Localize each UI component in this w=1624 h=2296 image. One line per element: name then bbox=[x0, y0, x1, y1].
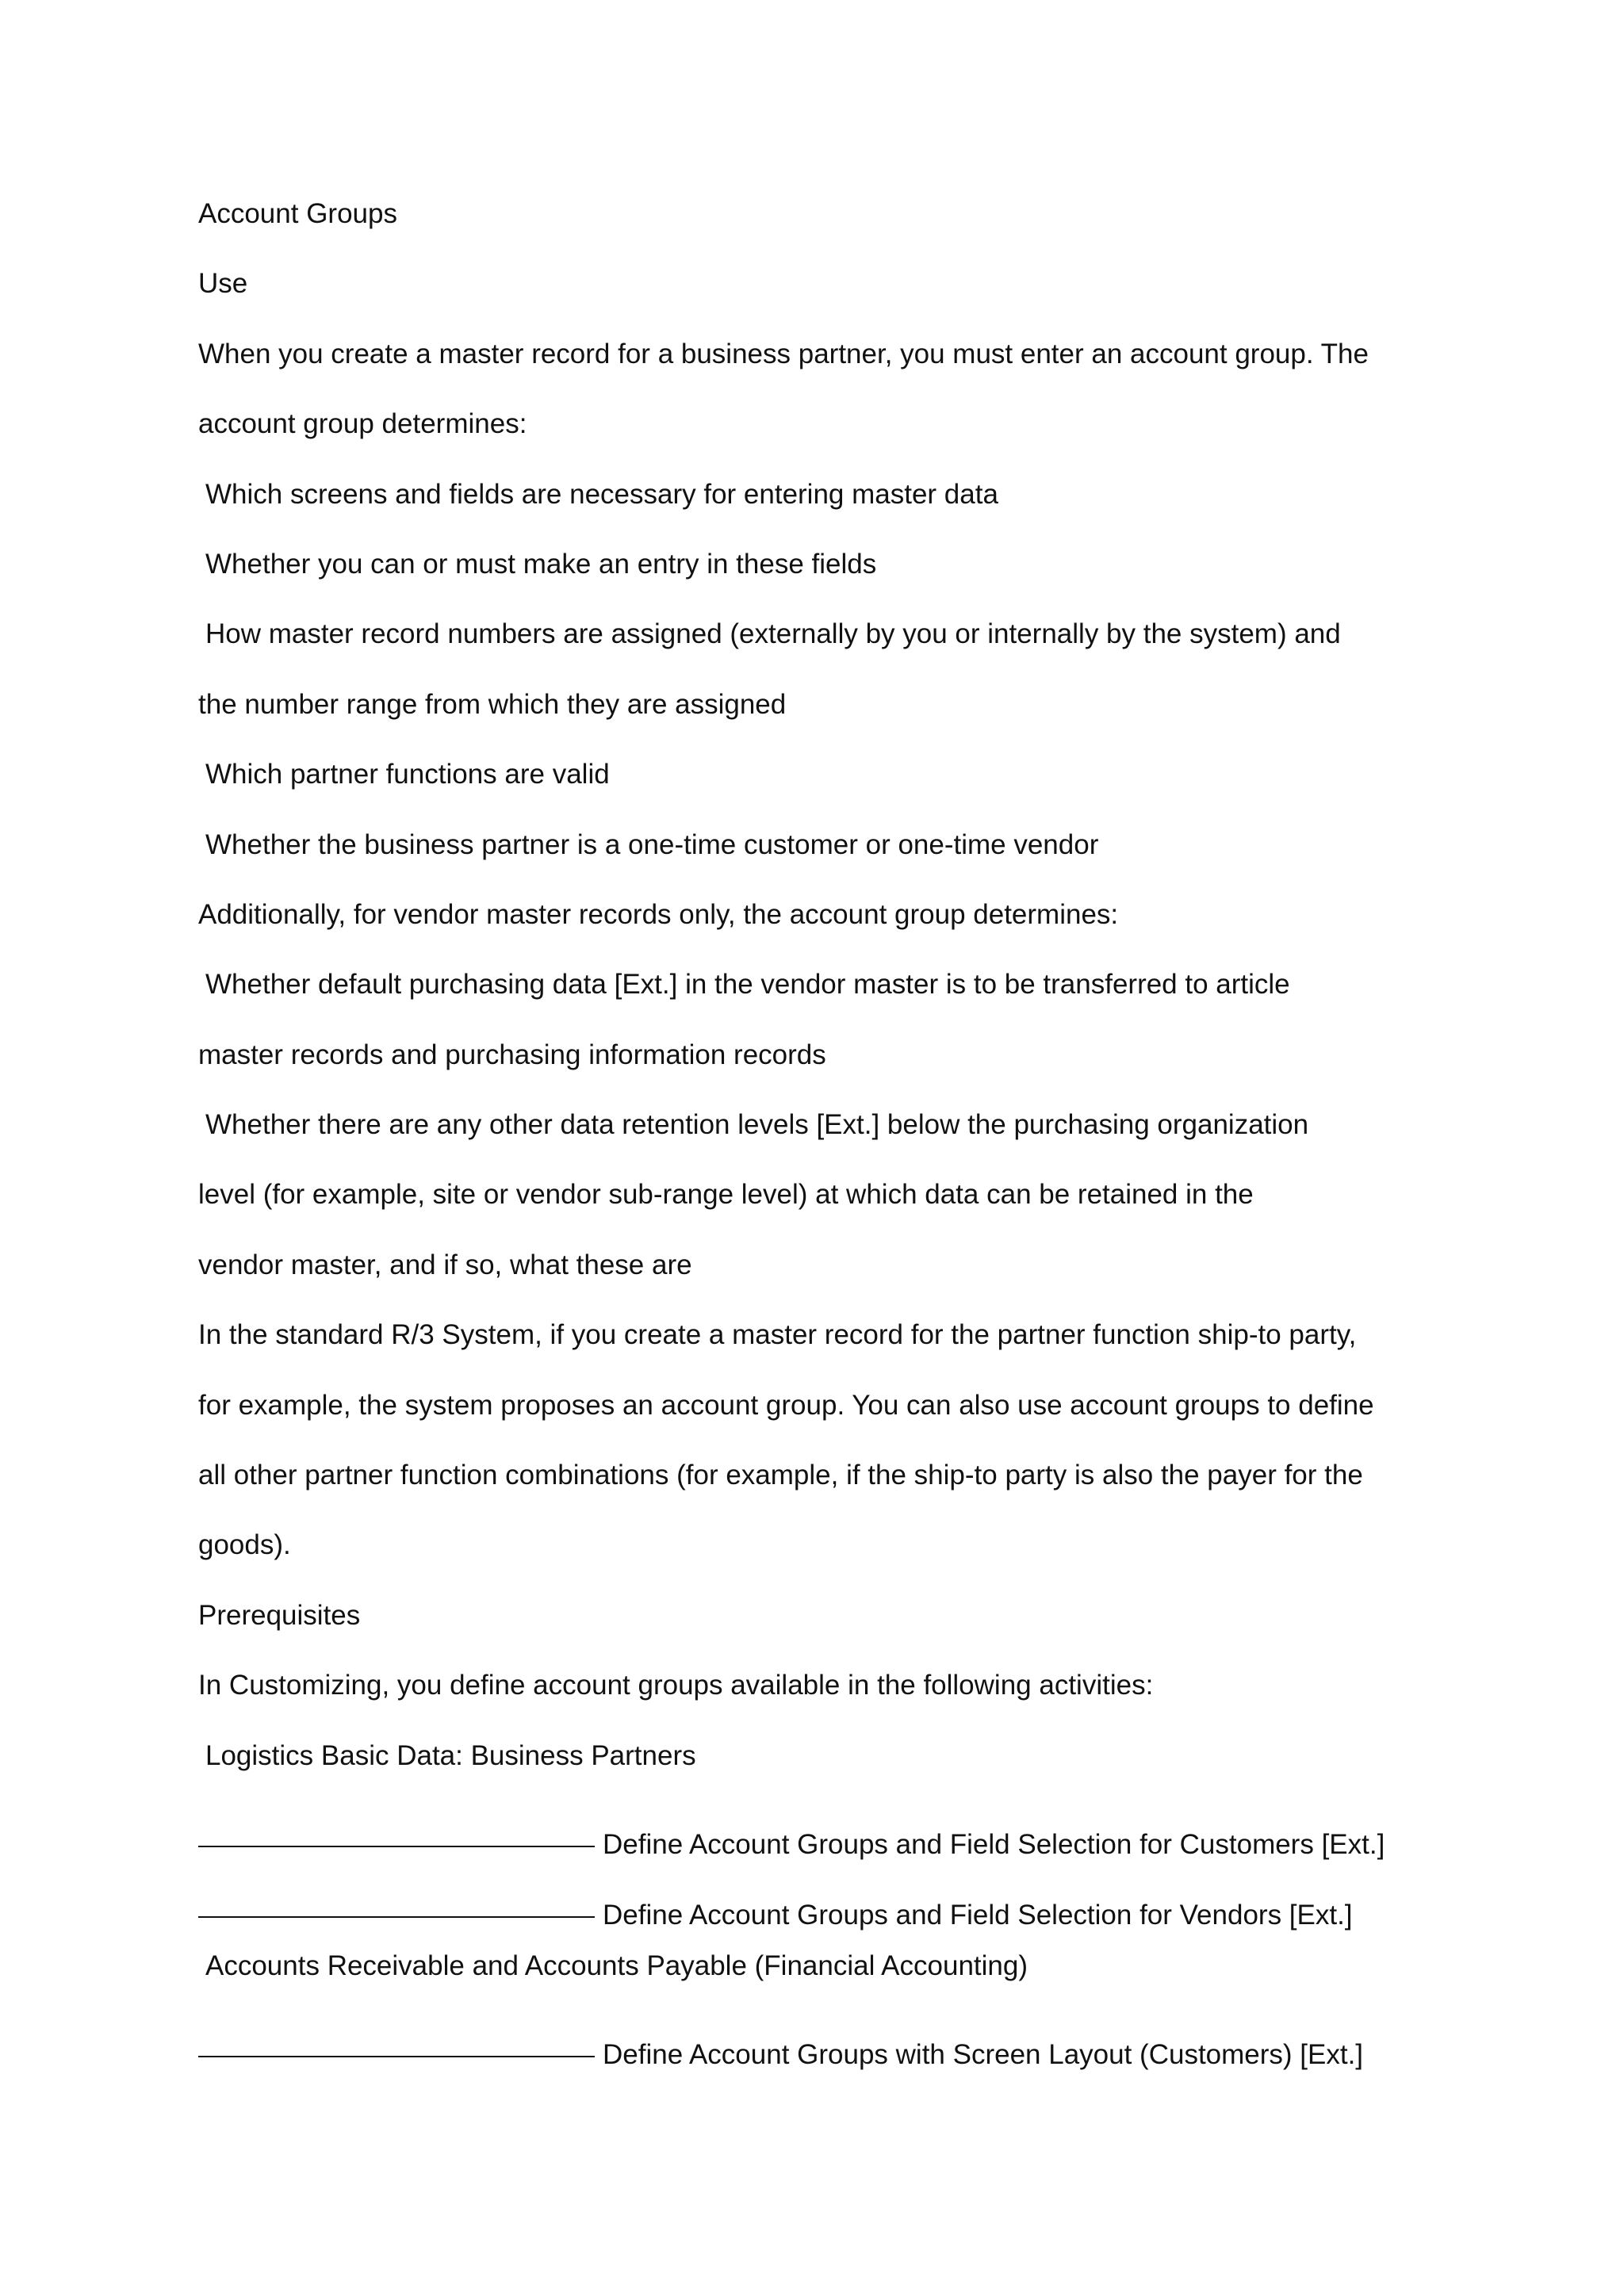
text-line bbox=[198, 1390, 1435, 1460]
line-text: Accounts Receivable and Accounts Payable (Financial Accounting) bbox=[205, 1950, 1028, 1981]
activity-line bbox=[198, 1810, 1435, 1880]
line-text: How master record numbers are assigned (externally by you or internally by the system) and bbox=[205, 618, 1341, 650]
line-text: goods). bbox=[198, 1529, 291, 1561]
text-line bbox=[198, 829, 1435, 899]
line-text: all other partner function combinations (for example, if the ship-to party is also the payer for the bbox=[198, 1460, 1363, 1491]
line-text: Define Account Groups and Field Selection for Vendors [Ext.] bbox=[603, 1899, 1353, 1931]
line-text: Additionally, for vendor master records only, the account group determines: bbox=[198, 898, 1119, 930]
text-line bbox=[198, 1670, 1435, 1739]
text-line bbox=[198, 1600, 1435, 1670]
line-text: Prerequisites bbox=[198, 1599, 361, 1631]
line-text: vendor master, and if so, what these are bbox=[198, 1249, 692, 1280]
text-line bbox=[198, 339, 1435, 408]
line-text: the number range from which they are assigned bbox=[198, 688, 787, 720]
text-line bbox=[198, 899, 1435, 969]
text-line bbox=[198, 1179, 1435, 1249]
activity-line bbox=[198, 2020, 1435, 2090]
document-page bbox=[198, 198, 1435, 2091]
text-line bbox=[198, 1460, 1435, 1529]
leader-rule bbox=[198, 1846, 595, 1847]
line-text: Which partner functions are valid bbox=[205, 759, 610, 790]
text-line bbox=[198, 1319, 1435, 1389]
line-text: In the standard R/3 System, if you create a master record for the partner function ship-to party, bbox=[198, 1319, 1357, 1351]
line-text: When you create a master record for a business partner, you must enter an account group. The bbox=[198, 338, 1369, 369]
text-line bbox=[198, 1249, 1435, 1319]
text-line bbox=[198, 1529, 1435, 1599]
line-text: Whether the business partner is a one-time customer or one-time vendor bbox=[205, 828, 1099, 860]
text-line bbox=[198, 1950, 1435, 2020]
line-text: Whether you can or must make an entry in these fields bbox=[205, 548, 877, 580]
line-text: Account Groups bbox=[198, 198, 397, 229]
text-line bbox=[198, 1039, 1435, 1109]
line-text: master records and purchasing information records bbox=[198, 1039, 826, 1070]
line-text: Use bbox=[198, 268, 248, 300]
text-line bbox=[198, 969, 1435, 1039]
text-line bbox=[198, 618, 1435, 688]
line-text: Define Account Groups and Field Selection for Customers [Ext.] bbox=[603, 1829, 1385, 1861]
text-line bbox=[198, 1740, 1435, 1810]
text-line bbox=[198, 1109, 1435, 1179]
line-text: Whether there are any other data retention levels [Ext.] below the purchasing organization bbox=[205, 1109, 1309, 1141]
text-line bbox=[198, 689, 1435, 759]
activity-line bbox=[198, 1880, 1435, 1950]
text-line bbox=[198, 759, 1435, 828]
line-text: for example, the system proposes an account group. You can also use account groups to define bbox=[198, 1389, 1374, 1421]
text-line bbox=[198, 268, 1435, 338]
line-text: Whether default purchasing data [Ext.] in the vendor master is to be transferred to article bbox=[205, 969, 1290, 1001]
text-line bbox=[198, 549, 1435, 618]
line-text: level (for example, site or vendor sub-range level) at which data can be retained in the bbox=[198, 1179, 1254, 1211]
leader-rule bbox=[198, 2056, 595, 2057]
line-text: Which screens and fields are necessary for entering master data bbox=[205, 478, 998, 510]
line-text: account group determines: bbox=[198, 408, 527, 440]
text-line bbox=[198, 198, 1435, 268]
leader-rule bbox=[198, 1916, 595, 1918]
line-text: Define Account Groups with Screen Layout (Customers) [Ext.] bbox=[603, 2039, 1364, 2071]
text-line bbox=[198, 479, 1435, 549]
line-text: Logistics Basic Data: Business Partners bbox=[205, 1739, 696, 1771]
text-line bbox=[198, 408, 1435, 478]
line-text: In Customizing, you define account groups available in the following activities: bbox=[198, 1670, 1154, 1701]
